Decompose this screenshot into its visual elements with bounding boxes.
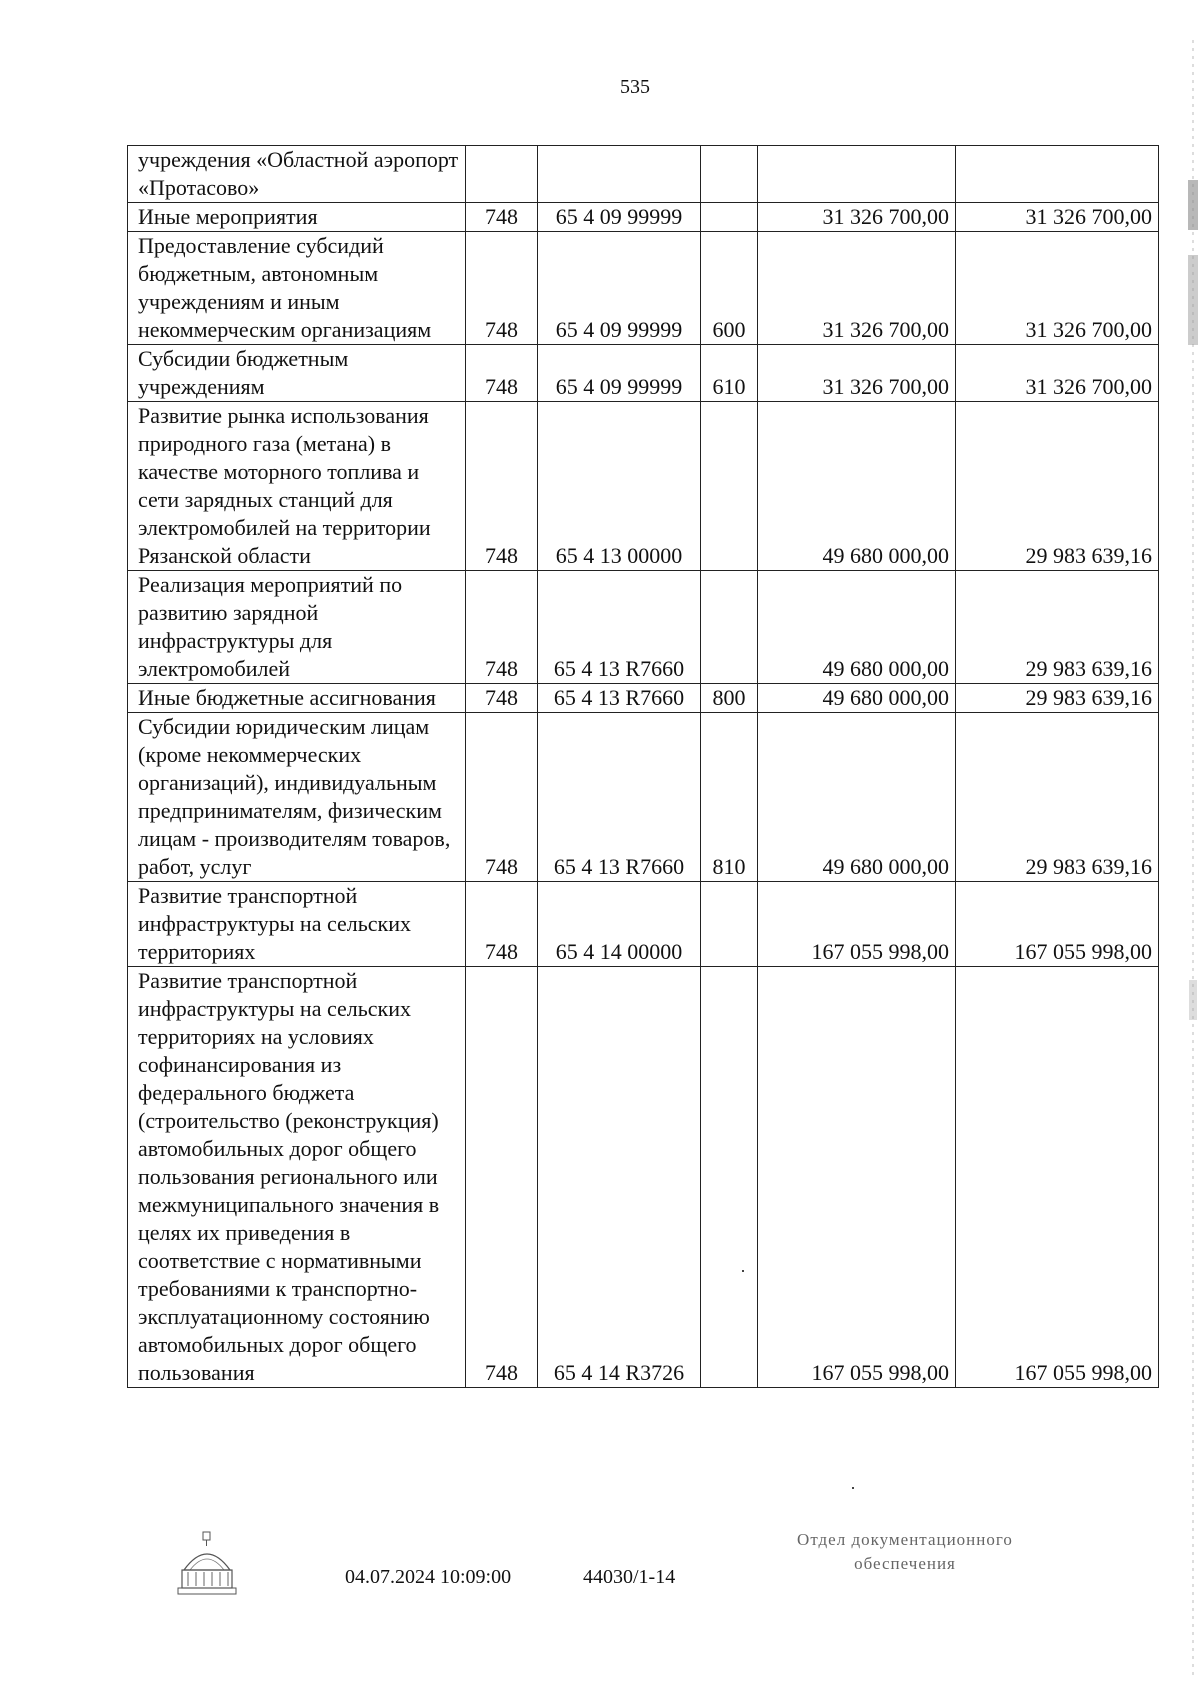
cell-amount-executed: 167 055 998,00: [956, 967, 1159, 1388]
table-row: [128, 146, 1159, 203]
cell-expense-type: [701, 402, 758, 571]
cell-target-article: 65 4 14 R3726: [538, 967, 701, 1388]
cell-target-article: 65 4 13 R7660: [538, 571, 701, 684]
cell-amount-executed: 29 983 639,16: [956, 571, 1159, 684]
cell-name: Развитие транспортной инфраструктуры на сельских территориях: [128, 882, 466, 967]
cell-name: учреждения «Областной аэропорт «Протасово»: [128, 146, 466, 203]
cell-ministry-code: 748: [466, 203, 538, 232]
cell-ministry-code: [466, 146, 538, 203]
cell-amount-approved: [758, 146, 956, 203]
cell-name: Развитие рынка использования природного газа (метана) в качестве моторного топлива и сети зарядных станций для электромобилей на территории Рязанской области: [128, 402, 466, 571]
cell-ministry-code: 748: [466, 345, 538, 402]
table-row: [128, 684, 1159, 713]
table-row: [128, 882, 1159, 967]
cell-expense-type: 810: [701, 713, 758, 882]
cell-expense-type: [701, 967, 758, 1388]
cell-amount-approved: 31 326 700,00: [758, 203, 956, 232]
table-row: [128, 571, 1159, 684]
page-number: 535: [620, 76, 650, 98]
cell-expense-type: 610: [701, 345, 758, 402]
cell-amount-executed: 29 983 639,16: [956, 402, 1159, 571]
footer-datetime: 04.07.2024 10:09:00: [345, 1566, 512, 1588]
cell-amount-executed: 29 983 639,16: [956, 713, 1159, 882]
cell-ministry-code: 748: [466, 713, 538, 882]
cell-expense-type: 600: [701, 232, 758, 345]
cell-target-article: 65 4 13 R7660: [538, 713, 701, 882]
cell-expense-type: [701, 882, 758, 967]
cell-amount-executed: [956, 146, 1159, 203]
table-row: [128, 713, 1159, 882]
cell-amount-approved: 31 326 700,00: [758, 345, 956, 402]
cell-name: Иные мероприятия: [128, 203, 466, 232]
cell-name: Реализация мероприятий по развитию зарядной инфраструктуры для электромобилей: [128, 571, 466, 684]
cell-target-article: 65 4 13 R7660: [538, 684, 701, 713]
scan-dot: [742, 1270, 744, 1272]
cell-ministry-code: 748: [466, 402, 538, 571]
cell-amount-approved: 49 680 000,00: [758, 571, 956, 684]
cell-name: Предоставление субсидий бюджетным, автономным учреждениям и иным некоммерческим организациям: [128, 232, 466, 345]
cell-name: Субсидии бюджетным учреждениям: [128, 345, 466, 402]
table-row: [128, 345, 1159, 402]
stamp-line-1: Отдел документационного: [797, 1530, 1013, 1549]
cell-amount-approved: 49 680 000,00: [758, 713, 956, 882]
cell-expense-type: [701, 146, 758, 203]
cell-amount-executed: 31 326 700,00: [956, 232, 1159, 345]
cell-ministry-code: 748: [466, 571, 538, 684]
cell-amount-executed: 167 055 998,00: [956, 882, 1159, 967]
cell-target-article: 65 4 09 99999: [538, 203, 701, 232]
cell-ministry-code: 748: [466, 232, 538, 345]
scan-edge-artifact: [1186, 40, 1200, 1680]
cell-amount-approved: 167 055 998,00: [758, 882, 956, 967]
cell-amount-approved: 31 326 700,00: [758, 232, 956, 345]
cell-target-article: [538, 146, 701, 203]
cell-ministry-code: 748: [466, 684, 538, 713]
cell-expense-type: [701, 571, 758, 684]
footer-reg-number: 44030/1-14: [583, 1566, 676, 1588]
budget-table: [127, 145, 1159, 1388]
budget-table-body: [128, 146, 1159, 1388]
stamp-line-2: обеспечения: [854, 1554, 956, 1573]
scan-dot: [852, 1487, 854, 1489]
table-row: [128, 402, 1159, 571]
cell-amount-executed: 31 326 700,00: [956, 203, 1159, 232]
cell-amount-approved: 49 680 000,00: [758, 402, 956, 571]
table-row: [128, 203, 1159, 232]
cell-name: Субсидии юридическим лицам (кроме некоммерческих организаций), индивидуальным предпринимателям, физическим лицам - производителям товаров, работ, услуг: [128, 713, 466, 882]
cell-target-article: 65 4 09 99999: [538, 345, 701, 402]
cell-name: Иные бюджетные ассигнования: [128, 684, 466, 713]
cell-amount-executed: 31 326 700,00: [956, 345, 1159, 402]
duma-building-emblem-icon: [176, 1530, 238, 1598]
cell-expense-type: 800: [701, 684, 758, 713]
cell-amount-approved: 49 680 000,00: [758, 684, 956, 713]
cell-amount-approved: 167 055 998,00: [758, 967, 956, 1388]
cell-amount-executed: 29 983 639,16: [956, 684, 1159, 713]
cell-target-article: 65 4 13 00000: [538, 402, 701, 571]
cell-expense-type: [701, 203, 758, 232]
cell-target-article: 65 4 14 00000: [538, 882, 701, 967]
table-row: [128, 232, 1159, 345]
department-stamp: [760, 1528, 1050, 1576]
cell-name: Развитие транспортной инфраструктуры на сельских территориях на условиях софинансирования из федерального бюджета (строительство (реконструкция) автомобильных дорог общего пользования регионального или межмуниципального значения в целях их приведения в соответствие с нормативными требованиями к транспортно-эксплуатационному состоянию автомобильных дорог общего пользования: [128, 967, 466, 1388]
cell-ministry-code: 748: [466, 882, 538, 967]
cell-ministry-code: 748: [466, 967, 538, 1388]
table-row: [128, 967, 1159, 1388]
cell-target-article: 65 4 09 99999: [538, 232, 701, 345]
